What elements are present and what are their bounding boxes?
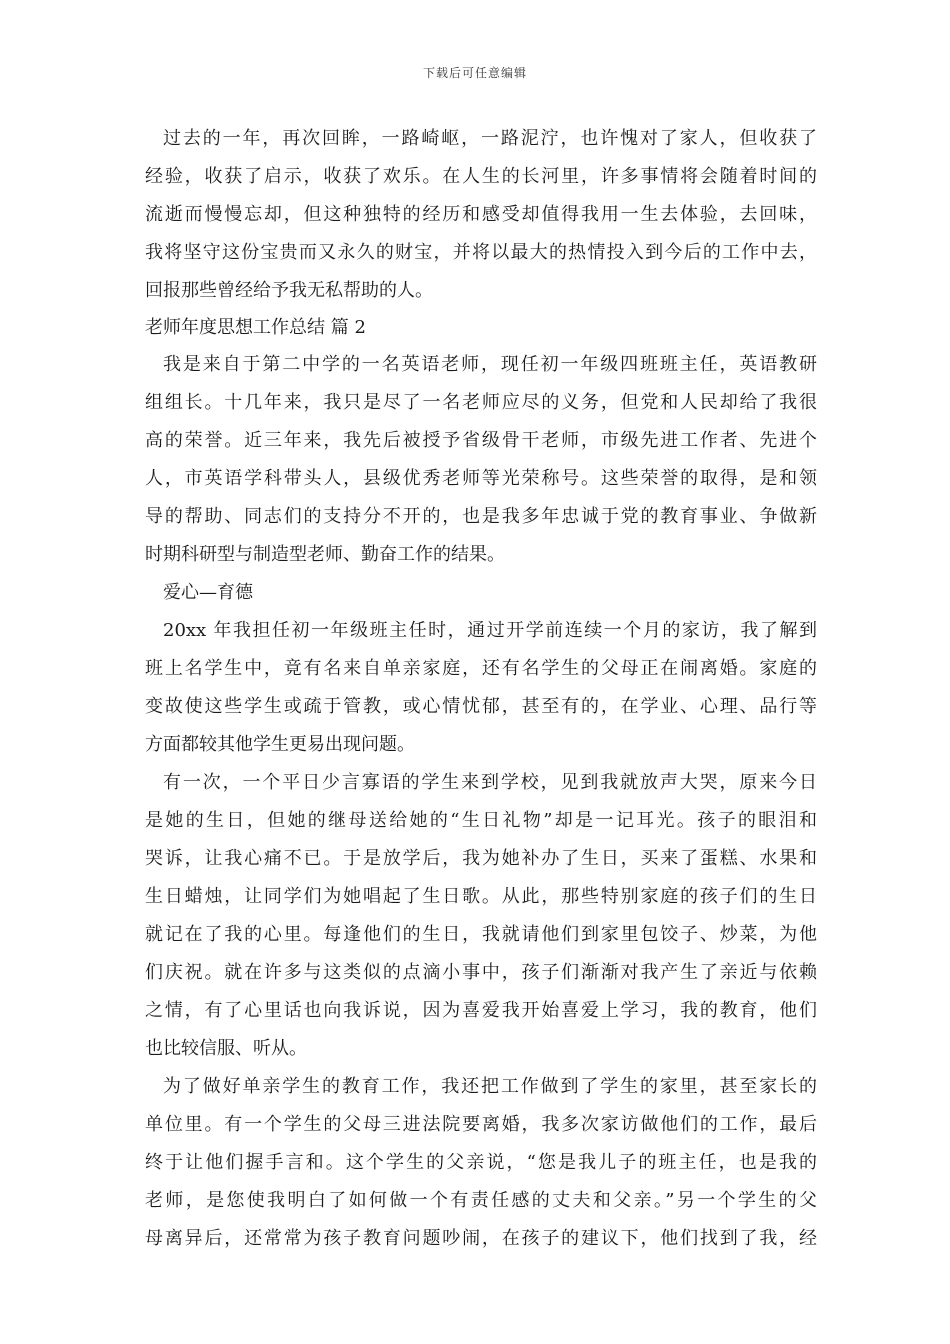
text-line: 回报那些曾经给予我无私帮助的人。 — [145, 280, 433, 301]
text-line: 哭诉，让我心痛不已。于是放学后，我为她补办了生日，买来了蛋糕、水果和 — [145, 848, 817, 869]
text-line: 我是来自于第二中学的一名英语老师，现任初一年级四班班主任，英语教研 — [163, 354, 817, 375]
text-line: 为了做好单亲学生的教育工作，我还把工作做到了学生的家里，甚至家长的 — [163, 1076, 817, 1097]
text-line: 导的帮助、同志们的支持分不开的，也是我多年忠诚于党的教育事业、争做新 — [145, 506, 817, 527]
text-line: 方面都较其他学生更易出现问题。 — [145, 734, 415, 755]
text-line: 有一次，一个平日少言寡语的学生来到学校，见到我就放声大哭，原来今日 — [163, 772, 817, 793]
text-line: 就记在了我的心里。每逢他们的生日，我就请他们到家里包饺子、炒菜，为他 — [145, 924, 817, 945]
text-line: 高的荣誉。近三年来，我先后被授予省级骨干老师，市级先进工作者、先进个 — [145, 430, 817, 451]
text-line: 班上名学生中，竟有名来自单亲家庭，还有名学生的父母正在闹离婚。家庭的 — [145, 658, 817, 679]
text-line: 们庆祝。就在许多与这类似的点滴小事中，孩子们渐渐对我产生了亲近与依赖 — [145, 962, 817, 983]
text-line: 时期科研型与制造型老师、勤奋工作的结果。 — [145, 544, 505, 565]
paragraph — [145, 1068, 817, 1258]
text-line: 终于让他们握手言和。这个学生的父亲说，“您是我儿子的班主任，也是我的 — [145, 1152, 817, 1173]
text-line: 我将坚守这份宝贵而又永久的财宝，并将以最大的热情投入到今后的工作中去， — [145, 242, 817, 263]
text-line: 变故使这些学生或疏于管教，或心情忧郁，甚至有的，在学业、心理、品行等 — [145, 696, 817, 717]
text-line: 老师，是您使我明白了如何做一个有责任感的丈夫和父亲。”另一个学生的父 — [145, 1190, 817, 1211]
paragraph — [145, 764, 817, 1068]
text-line: 人，市英语学科带头人，县级优秀老师等光荣称号。这些荣誉的取得，是和领 — [145, 468, 817, 489]
paragraph — [145, 612, 817, 764]
text-line: 组组长。十几年来，我只是尽了一名老师应尽的义务，但党和人民却给了我很 — [145, 392, 817, 413]
text-line: 也比较信服、听从。 — [145, 1038, 307, 1059]
subsection-title: 爱心—育德 — [163, 582, 253, 603]
text-line: 生日蜡烛，让同学们为她唱起了生日歌。从此，那些特别家庭的孩子们的生日 — [145, 886, 817, 907]
text-line: 过去的一年，再次回眸，一路崎岖，一路泥泞，也许愧对了家人，但收获了 — [163, 128, 817, 149]
document-body — [145, 120, 817, 1258]
text-line: 是她的生日，但她的继母送给她的“生日礼物”却是一记耳光。孩子的眼泪和 — [145, 810, 817, 831]
paragraph — [145, 346, 817, 574]
text-line: 单位里。有一个学生的父母三进法院要离婚，我多次家访做他们的工作，最后 — [145, 1114, 817, 1135]
text-line: 经验，收获了启示，收获了欢乐。在人生的长河里，许多事情将会随着时间的 — [145, 166, 817, 187]
text-line: 母离异后，还常常为孩子教育问题吵闹，在孩子的建议下，他们找到了我，经 — [145, 1228, 817, 1249]
paragraph — [145, 574, 817, 612]
text-line: 20xx 年我担任初一年级班主任时，通过开学前连续一个月的家访，我了解到 — [163, 620, 817, 641]
section-heading: 老师年度思想工作总结 篇 2 — [145, 317, 366, 338]
text-line: 之情，有了心里话也向我诉说，因为喜爱我开始喜爱上学习，我的教育，他们 — [145, 1000, 817, 1021]
paragraph — [145, 120, 817, 310]
page-header: 下载后可任意编辑 — [422, 66, 527, 80]
text-line: 流逝而慢慢忘却，但这种独特的经历和感受却值得我用一生去体验，去回味， — [145, 204, 817, 225]
